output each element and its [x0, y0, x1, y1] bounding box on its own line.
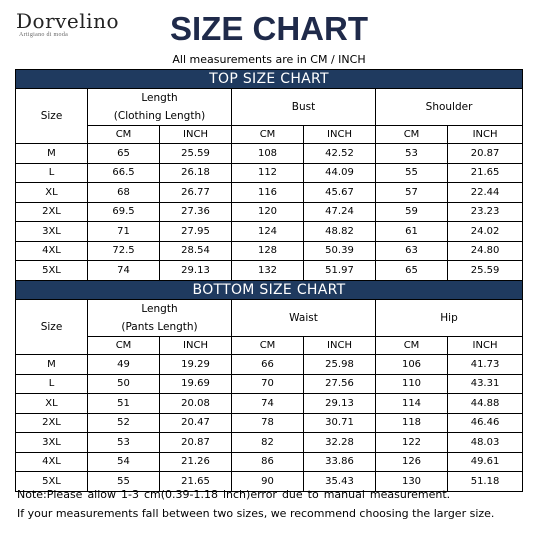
measurement-cell: 32.28 — [304, 433, 376, 453]
table-row — [16, 241, 523, 261]
table-row — [16, 452, 523, 472]
measurement-cell: 130 — [376, 472, 448, 492]
measurement-cell: 27.95 — [160, 222, 232, 242]
measurement-cell: 19.29 — [160, 355, 232, 375]
table-row — [16, 261, 523, 281]
size-cell: M — [16, 355, 88, 375]
size-cell: 3XL — [16, 433, 88, 453]
measurement-cell: 118 — [376, 413, 448, 433]
measurement-cell: 114 — [376, 394, 448, 414]
unit-header: CM — [232, 126, 304, 144]
measurement-cell: 126 — [376, 452, 448, 472]
measurement-cell: 122 — [376, 433, 448, 453]
unit-header: INCH — [160, 337, 232, 355]
measurement-cell: 50 — [88, 374, 160, 394]
measurement-cell: 21.65 — [448, 163, 523, 183]
measurement-cell: 128 — [232, 241, 304, 261]
note-sizing-advice: If your measurements fall between two sizes, we recommend choosing the larger size. — [17, 507, 495, 520]
page-title: SIZE CHART — [170, 10, 368, 47]
shoulder-header: Shoulder — [376, 89, 523, 126]
measurement-cell: 28.54 — [160, 241, 232, 261]
measurement-cell: 19.69 — [160, 374, 232, 394]
measurement-cell: 71 — [88, 222, 160, 242]
measurement-cell: 52 — [88, 413, 160, 433]
top-size-table — [15, 69, 523, 281]
table-row — [16, 433, 523, 453]
unit-header: CM — [232, 337, 304, 355]
note-tolerance: Note:Please allow 1-3 cm(0.39-1.18 inch)error due to manual measurement. — [17, 488, 451, 501]
measurement-cell: 61 — [376, 222, 448, 242]
measurement-cell: 45.67 — [304, 183, 376, 203]
measurement-cell: 108 — [232, 144, 304, 164]
measurement-cell: 25.59 — [160, 144, 232, 164]
unit-header: CM — [88, 337, 160, 355]
measurement-cell: 106 — [376, 355, 448, 375]
size-cell: 4XL — [16, 241, 88, 261]
length-header — [88, 89, 232, 126]
size-cell: M — [16, 144, 88, 164]
measurement-cell: 48.03 — [448, 433, 523, 453]
measurement-cell: 69.5 — [88, 202, 160, 222]
measurement-cell: 82 — [232, 433, 304, 453]
measurement-cell: 90 — [232, 472, 304, 492]
measurement-cell: 47.24 — [304, 202, 376, 222]
table-row — [16, 413, 523, 433]
top-band-title: TOP SIZE CHART — [16, 70, 523, 89]
measurement-cell: 29.13 — [160, 261, 232, 281]
measurement-cell: 22.44 — [448, 183, 523, 203]
measurement-cell: 20.47 — [160, 413, 232, 433]
measurement-cell: 124 — [232, 222, 304, 242]
unit-header: INCH — [160, 126, 232, 144]
bottom-data-rows — [16, 355, 523, 492]
measurement-cell: 116 — [232, 183, 304, 203]
table-row — [16, 394, 523, 414]
measurement-cell: 110 — [376, 374, 448, 394]
size-cell: 4XL — [16, 452, 88, 472]
measurement-cell: 55 — [88, 472, 160, 492]
measurement-cell: 66.5 — [88, 163, 160, 183]
measurement-cell: 27.56 — [304, 374, 376, 394]
measurement-cell: 20.87 — [448, 144, 523, 164]
measurement-cell: 24.02 — [448, 222, 523, 242]
measurement-cell: 74 — [232, 394, 304, 414]
table-row — [16, 163, 523, 183]
measurement-cell: 46.46 — [448, 413, 523, 433]
measurement-cell: 27.36 — [160, 202, 232, 222]
bottom-band-title: BOTTOM SIZE CHART — [16, 281, 523, 300]
measurement-cell: 51.97 — [304, 261, 376, 281]
size-cell: 3XL — [16, 222, 88, 242]
measurement-cell: 86 — [232, 452, 304, 472]
measurement-cell: 49 — [88, 355, 160, 375]
measurement-cell: 132 — [232, 261, 304, 281]
measurement-cell: 20.08 — [160, 394, 232, 414]
measurement-cell: 26.77 — [160, 183, 232, 203]
length-header-label: Length — [141, 303, 178, 315]
measurement-cell: 26.18 — [160, 163, 232, 183]
measurement-cell: 24.80 — [448, 241, 523, 261]
measurement-cell: 33.86 — [304, 452, 376, 472]
measurement-cell: 78 — [232, 413, 304, 433]
measurement-cell: 53 — [376, 144, 448, 164]
length-header-label: Length — [141, 92, 178, 104]
size-cell: 5XL — [16, 472, 88, 492]
page-subtitle: All measurements are in CM / INCH — [172, 53, 366, 66]
measurement-cell: 30.71 — [304, 413, 376, 433]
measurement-cell: 41.73 — [448, 355, 523, 375]
measurement-cell: 53 — [88, 433, 160, 453]
brand-tagline: Artigiano di moda — [19, 32, 69, 38]
size-cell: L — [16, 163, 88, 183]
unit-header: CM — [88, 126, 160, 144]
measurement-cell: 74 — [88, 261, 160, 281]
measurement-cell: 70 — [232, 374, 304, 394]
unit-header: INCH — [448, 126, 523, 144]
hip-header: Hip — [376, 300, 523, 337]
measurement-cell: 25.59 — [448, 261, 523, 281]
measurement-cell: 35.43 — [304, 472, 376, 492]
measurement-cell: 48.82 — [304, 222, 376, 242]
size-header: Size — [16, 300, 88, 355]
units-row — [16, 126, 523, 144]
length-header — [88, 300, 232, 337]
table-row — [16, 183, 523, 203]
measurement-cell: 44.09 — [304, 163, 376, 183]
measurement-cell: 29.13 — [304, 394, 376, 414]
measurement-cell: 55 — [376, 163, 448, 183]
measurement-cell: 57 — [376, 183, 448, 203]
measurement-cell: 54 — [88, 452, 160, 472]
size-cell: XL — [16, 394, 88, 414]
measurement-cell: 43.31 — [448, 374, 523, 394]
measurement-cell: 23.23 — [448, 202, 523, 222]
measurement-cell: 25.98 — [304, 355, 376, 375]
length-header-sublabel: (Clothing Length) — [113, 110, 206, 122]
unit-header: INCH — [304, 126, 376, 144]
units-row — [16, 337, 523, 355]
measurement-cell: 49.61 — [448, 452, 523, 472]
measurement-cell: 50.39 — [304, 241, 376, 261]
measurement-cell: 20.87 — [160, 433, 232, 453]
measurement-cell: 44.88 — [448, 394, 523, 414]
measurement-cell: 120 — [232, 202, 304, 222]
measurement-cell: 51 — [88, 394, 160, 414]
unit-header: INCH — [448, 337, 523, 355]
size-cell: 5XL — [16, 261, 88, 281]
size-cell: 2XL — [16, 202, 88, 222]
bottom-size-table — [15, 280, 523, 492]
waist-header: Waist — [232, 300, 376, 337]
measurement-cell: 65 — [376, 261, 448, 281]
size-cell: L — [16, 374, 88, 394]
unit-header: INCH — [304, 337, 376, 355]
measurement-cell: 63 — [376, 241, 448, 261]
table-row — [16, 222, 523, 242]
table-row — [16, 355, 523, 375]
size-cell: XL — [16, 183, 88, 203]
measurement-cell: 112 — [232, 163, 304, 183]
measurement-cell: 65 — [88, 144, 160, 164]
brand-name: Dorvelino — [16, 9, 119, 33]
size-cell: 2XL — [16, 413, 88, 433]
measurement-cell: 51.18 — [448, 472, 523, 492]
measurement-cell: 59 — [376, 202, 448, 222]
measurement-cell: 72.5 — [88, 241, 160, 261]
bust-header: Bust — [232, 89, 376, 126]
measurement-cell: 68 — [88, 183, 160, 203]
unit-header: CM — [376, 337, 448, 355]
measurement-cell: 66 — [232, 355, 304, 375]
table-row — [16, 202, 523, 222]
top-data-rows — [16, 144, 523, 281]
size-header: Size — [16, 89, 88, 144]
measurement-cell: 21.26 — [160, 452, 232, 472]
unit-header: CM — [376, 126, 448, 144]
table-row — [16, 374, 523, 394]
length-header-sublabel: (Pants Length) — [121, 321, 198, 333]
table-row — [16, 144, 523, 164]
measurement-cell: 21.65 — [160, 472, 232, 492]
measurement-cell: 42.52 — [304, 144, 376, 164]
